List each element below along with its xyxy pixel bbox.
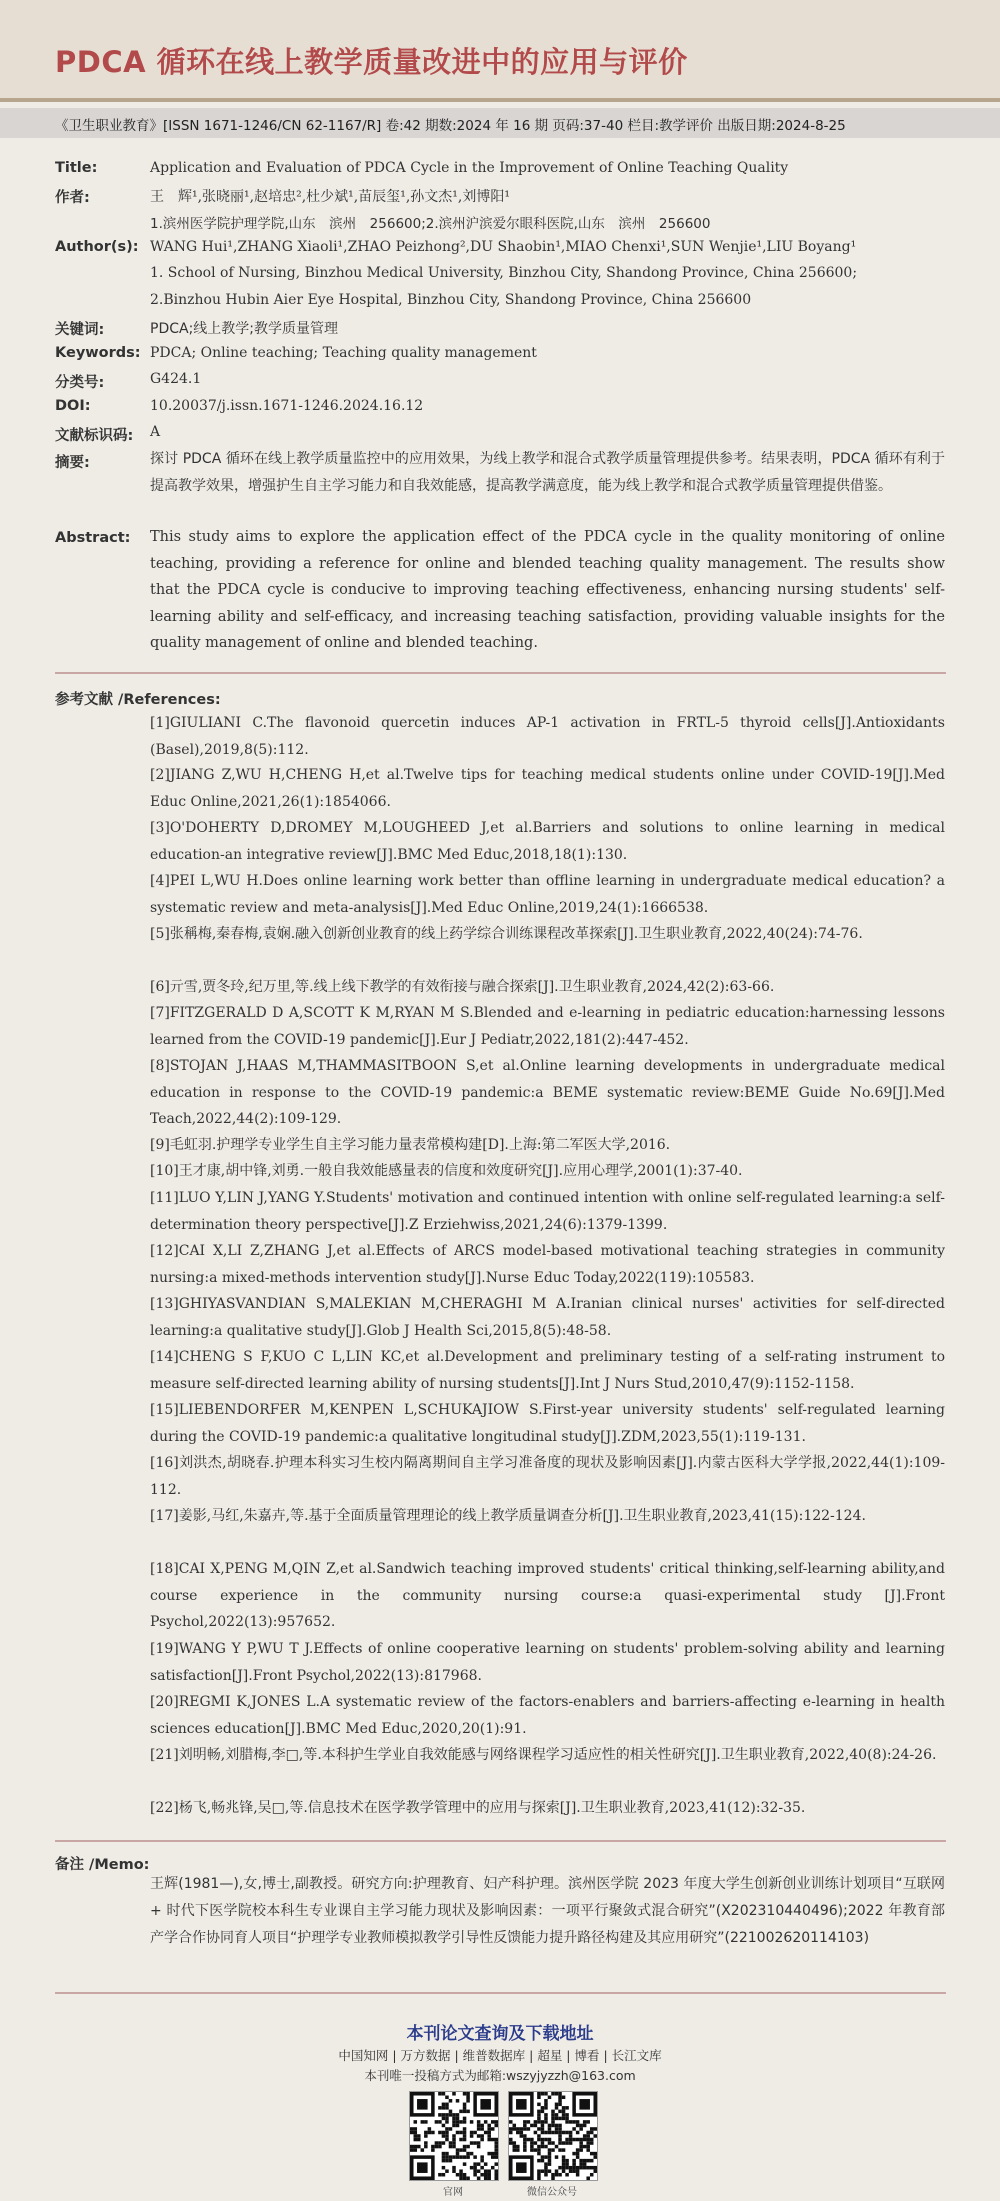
reference-item: [19]WANG Y P,WU T J.Effects of online cooperative learning on students' problem-solving ability and learning satisfaction[J].Front Psychol,2022(13):817968.	[150, 1641, 945, 1684]
reference-item: [22]杨飞,畅兆锋,吴□,等.信息技术在医学教学管理中的应用与探索[J].卫生职业教育,2023,41(12):32-35.	[150, 1800, 806, 1816]
page-title: PDCA 循环在线上教学质量改进中的应用与评价	[55, 45, 688, 79]
citation-bar	[0, 108, 1000, 138]
keywords-cn: PDCA;线上教学;教学质量管理	[150, 321, 339, 337]
keywords-en-label: Keywords:	[55, 345, 141, 361]
classification-value: G424.1	[150, 371, 202, 387]
reference-item: [13]GHIYASVANDIAN S,MALEKIAN M,CHERAGHI M A.Iranian clinical nurses' activities for self-directed learning:a qualitative study[J].Glob J Health Sci,2015,8(5):48-58.	[150, 1296, 945, 1339]
author-label: 作者:	[55, 190, 90, 206]
memo-heading: 备注 /Memo:	[55, 1857, 150, 1873]
authors-cn: 王 辉¹,张晓丽¹,赵培忠²,杜少斌¹,苗辰玺¹,孙文杰¹,刘博阳¹	[150, 189, 510, 205]
keywords-cn-label: 关键词:	[55, 322, 105, 338]
divider	[55, 1840, 946, 1842]
divider	[55, 1992, 946, 1994]
qr-code-wechat[interactable]	[508, 2091, 598, 2181]
memo-text: 王辉(1981—),女,博士,副教授。研究方向:护理教育、妇产科护理。滨州医学院 2023 年度大学生创新创业训练计划项目“互联网 + 时代下医学院校本科生专业课自主学习能力现状及影响因素：一项平行聚敛式混合研究”(X202310440496);2022 年教育部产学合作协同育人项目“护理学专业教师模拟教学引导性反馈能力提升路径构建及其应用研究”(221002620114103)	[150, 1876, 945, 1946]
abstract-en-label: Abstract:	[55, 530, 131, 546]
doc-id-value: A	[150, 424, 161, 440]
classification-label: 分类号:	[55, 375, 105, 391]
qr-label-wechat: 微信公众号	[527, 2187, 577, 2198]
title-value: Application and Evaluation of PDCA Cycle in the Improvement of Online Teaching Quality	[150, 160, 789, 176]
references-heading: 参考文献 /References:	[55, 692, 221, 708]
reference-item: [5]张稱梅,秦春梅,袁娴.融入创新创业教育的线上药学综合训练课程改革探索[J].卫生职业教育,2022,40(24):74-76.	[150, 926, 863, 942]
reference-item: [12]CAI X,LI Z,ZHANG J,et al.Effects of ARCS model-based motivational teaching strategies in community nursing:a mixed-methods intervention study[J].Nurse Educ Today,2022(119):105583.	[150, 1243, 945, 1286]
qr-label-website: 官网	[443, 2187, 463, 2198]
reference-item: [1]GIULIANI C.The flavonoid quercetin induces AP-1 activation in FRTL-5 thyroid cells[J].Antioxidants (Basel),2019,8(5):112.	[150, 715, 945, 758]
footer-email: 本刊唯一投稿方式为邮箱:wszyjyzzh@163.com	[364, 2068, 636, 2083]
header-banner	[0, 0, 1000, 102]
reference-item: [7]FITZGERALD D A,SCOTT K M,RYAN M S.Blended and e-learning in pediatric education:harnessing lessons learned from the COVID-19 pandemic[J].Eur J Pediatr,2022,181(2):447-452.	[150, 1005, 945, 1048]
keywords-en: PDCA; Online teaching; Teaching quality management	[150, 345, 537, 361]
reference-item: [21]刘明畅,刘腊梅,李□,等.本科护生学业自我效能感与网络课程学习适应性的相关性研究[J].卫生职业教育,2022,40(8):24-26.	[150, 1747, 937, 1763]
title-label: Title:	[55, 160, 98, 176]
reference-item: [17]姜影,马红,朱嘉卉,等.基于全面质量管理理论的线上教学质量调查分析[J].卫生职业教育,2023,41(15):122-124.	[150, 1508, 866, 1524]
reference-item: [9]毛虹羽.护理学专业学生自主学习能力量表常模构建[D].上海:第二军医大学,2016.	[150, 1137, 671, 1153]
reference-item: [8]STOJAN J,HAAS M,THAMMASITBOON S,et al.Online learning developments in undergraduate medical education in response to the COVID-19 pandemic:a BEME systematic review:BEME Guide No.69[J].Med Teach,2022,44(2):109-129.	[150, 1058, 945, 1128]
reference-item: [14]CHENG S F,KUO C L,LIN KC,et al.Development and preliminary testing of a self-rating instrument to measure self-directed learning ability of nursing students[J].Int J Nurs Stud,2010,47(9):1152-1158.	[150, 1349, 945, 1392]
affiliation-cn: 1.滨州医学院护理学院,山东 滨州 256600;2.滨州沪滨爱尔眼科医院,山东 滨州 256600	[150, 216, 711, 232]
reference-item: [20]REGMI K,JONES L.A systematic review of the factors-enablers and barriers-affecting e-learning in health sciences education[J].BMC Med Educ,2020,20(1):91.	[150, 1694, 945, 1737]
footer-title: 本刊论文查询及下载地址	[406, 2024, 594, 2044]
divider	[55, 672, 946, 674]
abstract-cn-label: 摘要:	[55, 455, 90, 471]
affiliation-en-2: 2.Binzhou Hubin Aier Eye Hospital, Binzhou City, Shandong Province, China 256600	[150, 292, 752, 308]
affiliation-en-1: 1. School of Nursing, Binzhou Medical University, Binzhou City, Shandong Province, China 256600;	[150, 265, 858, 281]
reference-item: [10]王才康,胡中锋,刘勇.一般自我效能感量表的信度和效度研究[J].应用心理学,2001(1):37-40.	[150, 1163, 743, 1179]
reference-item: [6]亓雪,贾冬玲,纪万里,等.线上线下教学的有效衔接与融合探索[J].卫生职业教育,2024,42(2):63-66.	[150, 979, 775, 995]
doi-value[interactable]: 10.20037/j.issn.1671-1246.2024.16.12	[150, 398, 424, 414]
reference-item: [3]O'DOHERTY D,DROMEY M,LOUGHEED J,et al.Barriers and solutions to online learning in medical education-an integrative review[J].BMC Med Educ,2018,18(1):130.	[150, 820, 945, 863]
qr-code-website[interactable]	[409, 2091, 499, 2181]
reference-item: [15]LIEBENDORFER M,KENPEN L,SCHUKAJIOW S.First-year university students' self-regulated learning during the COVID-19 pandemic:a qualitative longitudinal study[J].ZDM,2023,55(1):119-131.	[150, 1402, 945, 1445]
abstract-en: This study aims to explore the application effect of the PDCA cycle in the quality monitoring of online teaching, providing a reference for online and blended teaching quality management. The results show that the PDCA cycle is conducive to improving teaching effectiveness, enhancing nursing students' self-learning ability and self-efficacy, and increasing teaching satisfaction, providing valuable insights for the quality management of online and blended teaching.	[150, 529, 945, 651]
footer-sources: 中国知网 | 万方数据 | 维普数据库 | 超星 | 博看 | 长江文库	[338, 2048, 662, 2063]
citation-text: 《卫生职业教育》[ISSN 1671-1246/CN 62-1167/R] 卷:42 期数:2024 年 16 期 页码:37-40 栏目:教学评价 出版日期:2024-8-25	[55, 118, 846, 134]
authors-en-label: Author(s):	[55, 239, 139, 255]
abstract-cn: 探讨 PDCA 循环在线上教学质量监控中的应用效果，为线上教学和混合式教学质量管理提供参考。结果表明，PDCA 循环有利于提高教学效果，增强护生自主学习能力和自我效能感，提高教学满意度，能为线上教学和混合式教学质量管理提供借鉴。	[150, 451, 945, 494]
doc-id-label: 文献标识码:	[55, 428, 134, 444]
doi-label: DOI:	[55, 398, 91, 414]
reference-item: [2]JIANG Z,WU H,CHENG H,et al.Twelve tips for teaching medical students online under COVID-19[J].Med Educ Online,2021,26(1):1854066.	[150, 767, 945, 810]
reference-item: [4]PEI L,WU H.Does online learning work better than offline learning in undergraduate medical education? a systematic review and meta-analysis[J].Med Educ Online,2019,24(1):1666538.	[150, 873, 945, 916]
reference-item: [11]LUO Y,LIN J,YANG Y.Students' motivation and continued intention with online self-regulated learning:a self-determination theory perspective[J].Z Erziehwiss,2021,24(6):1379-1399.	[150, 1190, 945, 1233]
reference-item: [18]CAI X,PENG M,QIN Z,et al.Sandwich teaching improved students' critical thinking,self-learning ability,and course experience in the community nursing course:a quasi-experimental study [J].Front Psychol,2022(13):957652.	[150, 1561, 945, 1631]
reference-item: [16]刘洪杰,胡晓春.护理本科实习生校内隔离期间自主学习准备度的现状及影响因素[J].内蒙古医科大学学报,2022,44(1):109-112.	[150, 1455, 945, 1498]
authors-en: WANG Hui¹,ZHANG Xiaoli¹,ZHAO Peizhong²,DU Shaobin¹,MIAO Chenxi¹,SUN Wenjie¹,LIU Boyang¹	[150, 239, 857, 255]
